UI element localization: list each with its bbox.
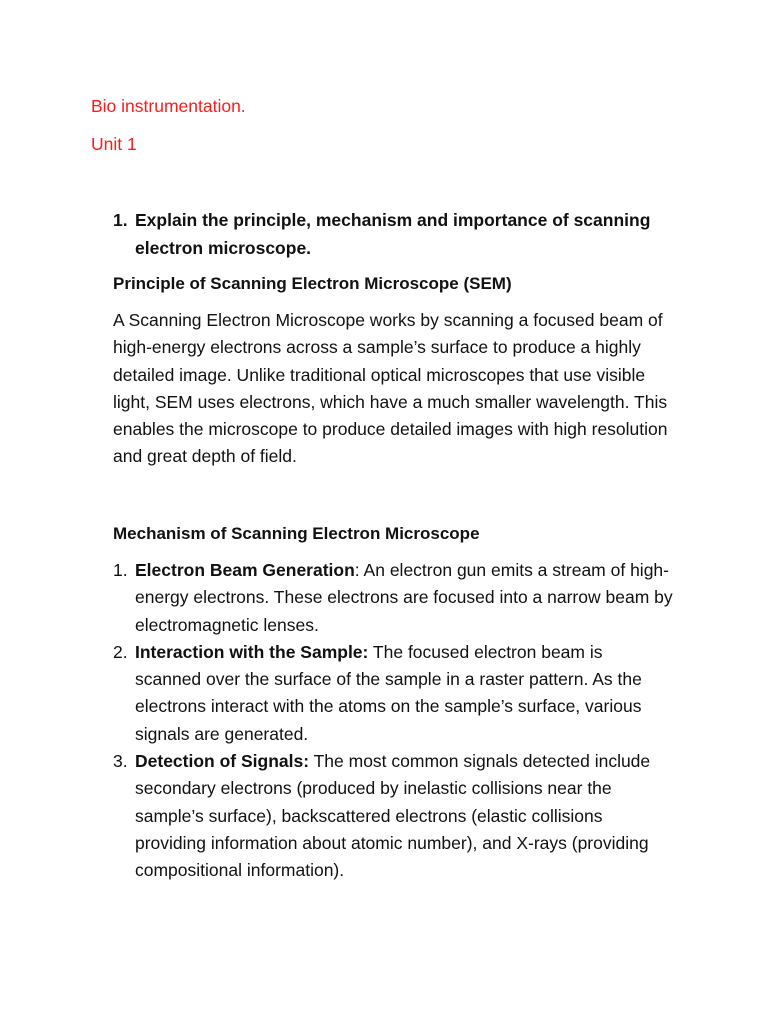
step-term: Electron Beam Generation: [135, 560, 355, 580]
document-title: Bio instrumentation.: [91, 96, 246, 116]
step-number: 1.: [113, 560, 128, 580]
list-item: [113, 639, 673, 748]
principle-paragraph: A Scanning Electron Microscope works by scanning a focused beam of high-energy electrons across a sample’s surface to produce a highly detailed image. Unlike traditional optical microscopes that use visible light, SEM uses electrons, which have a much smaller wavelength. This enables the microscope to produce detailed images with high resolution and great depth of field.: [113, 310, 668, 467]
step-term: Detection of Signals:: [135, 751, 310, 772]
mechanism-heading: Mechanism of Scanning Electron Microscope: [113, 524, 480, 543]
unit-label: Unit 1: [91, 134, 137, 154]
step-number: 3.: [113, 751, 128, 772]
step-term: Interaction with the Sample:: [135, 641, 369, 662]
step-text: The focused electron beam is scanned over the surface of the sample in a raster pattern. As the electrons interact with the atoms on the sample’s surface, various signals are generated.: [135, 641, 642, 744]
question-text: Explain the principle, mechanism and importance of scanning electron microscope.: [135, 210, 651, 258]
step-number: 2.: [113, 641, 128, 662]
principle-heading: Principle of Scanning Electron Microscope (SEM): [113, 274, 512, 293]
step-text: : An electron gun emits a stream of high-energy electrons. These electrons are focused into a narrow beam by electromagnetic lenses.: [135, 560, 673, 635]
question-1: [113, 207, 673, 262]
list-item: [113, 748, 673, 884]
mechanism-steps: [113, 557, 673, 885]
question-number: 1.: [113, 210, 128, 230]
step-text: The most common signals detected include secondary electrons (produced by inelastic collisions near the sample’s surface), backscattered electrons (elastic collisions providing information about atomic number), and X-rays (providing compositional information).: [135, 751, 651, 881]
list-item: [113, 557, 673, 639]
